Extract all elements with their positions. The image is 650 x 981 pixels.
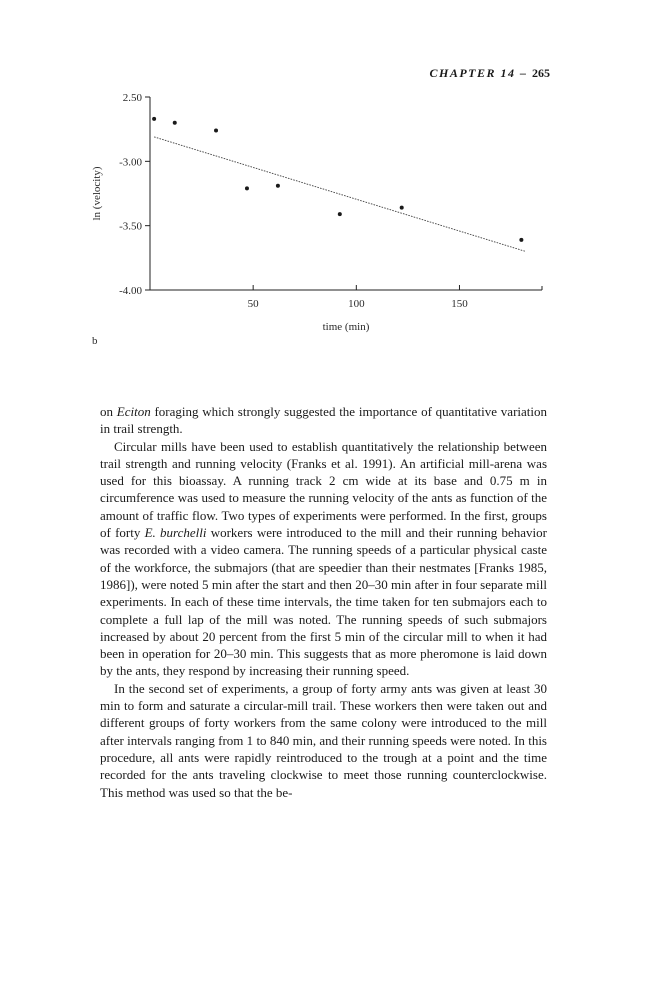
data-point bbox=[214, 128, 218, 132]
x-tick-label: 50 bbox=[247, 298, 259, 310]
header-separator: – bbox=[520, 66, 528, 80]
x-axis-label: time (min) bbox=[322, 321, 370, 333]
data-point bbox=[152, 117, 156, 121]
data-point bbox=[173, 121, 177, 125]
chart-axes bbox=[91, 92, 542, 333]
chapter-label: CHAPTER 14 bbox=[429, 66, 516, 80]
paragraph-2: Circular mills have been used to establish quantitatively the relationship between trail strength and running velocity (Franks et al. 1991). An artificial mill-arena was used for this bioassay. A running track 2 cm wide at its base and 0.75 m in circumference was used to measure the running velocity of the ants as function of the amount of traffic flow. Two types of experiments were performed. In the first, groups of forty E. burchelli workers were introduced to the mill and their running behavior was recorded with a video camera. The running speeds of a particular physical caste of the workforce, the submajors (that are speedier than their nestmates [Franks 1985, 1986]), were noted 5 min after the start and then 20–30 min after in four separate mill experiments. In each of these time intervals, the time taken for ten submajors each to complete a full lap of the mill was noted. The running speeds of such submajors increased by about 20 percent from the first 5 min of the circular mill to when it had been in operation for 20–30 min. This suggests that as more pheromone is laid down by the ants, they respond by increasing their running speed. bbox=[100, 438, 547, 679]
genus-name: Eciton bbox=[116, 404, 151, 419]
paragraph-3: In the second set of experiments, a group of forty army ants was given at least 30 min to form and saturate a circular-mill trail. These workers then were taken out and different groups of forty workers from the same colony were introduced to the mill after intervals ranging from 1 to 840 min, and their running speeds were noted. In this procedure, all ants were rapidly reintroduced to the trough at a point and the time recorded for the ants traveling clockwise to meet those running counterclockwise. This method was used so that the be- bbox=[100, 680, 547, 800]
species-name: E. burchelli bbox=[144, 525, 207, 541]
data-point bbox=[338, 212, 342, 216]
x-tick-label: 100 bbox=[348, 298, 365, 310]
body-text bbox=[100, 403, 547, 801]
x-tick-label: 150 bbox=[451, 298, 468, 310]
paragraph-1: on Eciton foraging which strongly suggested the importance of quantitative variation in trail strength. bbox=[100, 404, 548, 437]
regression-line bbox=[154, 137, 525, 252]
data-point bbox=[400, 206, 404, 210]
scatter-chart bbox=[0, 0, 650, 345]
data-point bbox=[276, 184, 280, 188]
y-tick-label: -3.00 bbox=[119, 156, 142, 169]
chart-marks bbox=[152, 117, 525, 252]
y-tick-label: -4.00 bbox=[119, 285, 142, 297]
data-point bbox=[519, 238, 523, 242]
y-tick-label: -3.50 bbox=[119, 220, 142, 233]
panel-label: b bbox=[92, 335, 98, 345]
y-axis-label: ln (velocity) bbox=[91, 166, 103, 221]
y-tick-label: 2.50 bbox=[122, 92, 142, 104]
data-point bbox=[245, 186, 249, 190]
page-number: 265 bbox=[532, 66, 550, 80]
